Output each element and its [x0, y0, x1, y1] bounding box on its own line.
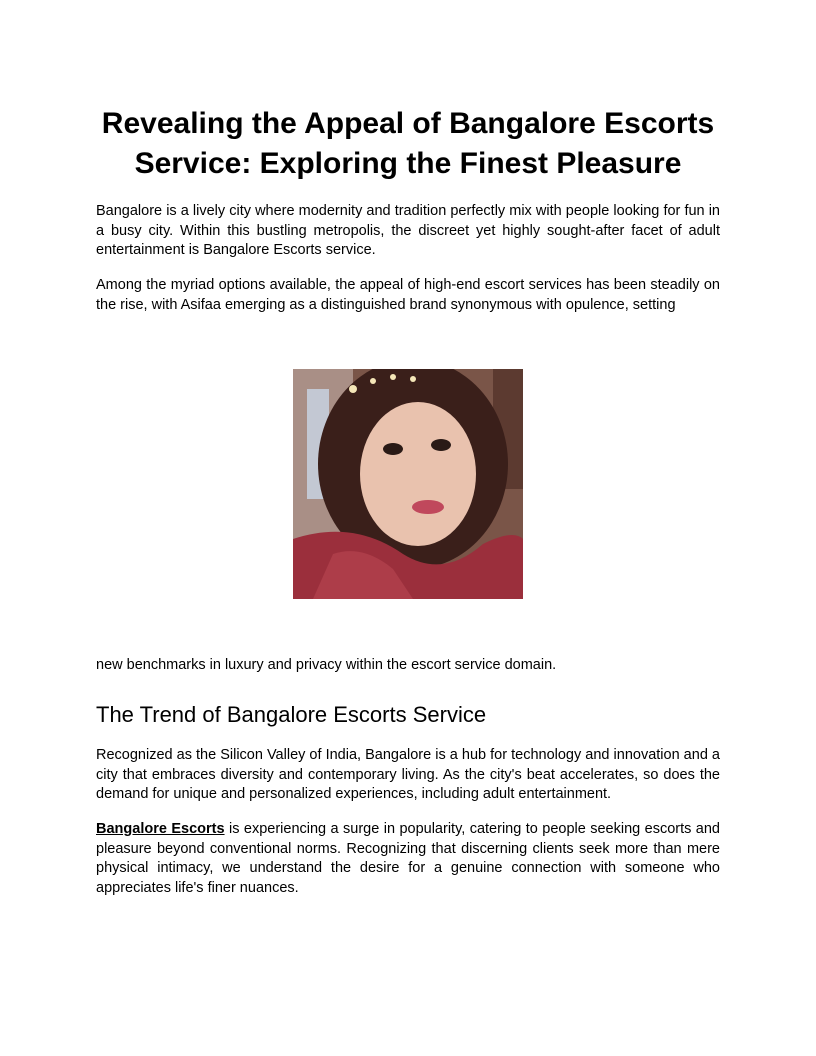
- paragraph-popularity: [96, 820, 720, 898]
- document-title: Revealing the Appeal of Bangalore Escorts Service: Exploring the Finest Pleasure: [101, 107, 715, 180]
- portrait-photo: [293, 369, 523, 599]
- paragraph-silicon-valley: Recognized as the Silicon Valley of India, Bangalore is a hub for technology and innovation and a city that embraces diversity and contemporary living. As the city's beat accelerates, so does the demand for unique and personalized experiences, including adult entertainment.: [96, 747, 720, 803]
- section-heading: The Trend of Bangalore Escorts Service: [96, 702, 487, 727]
- bangalore-escorts-link[interactable]: Bangalore Escorts: [96, 821, 225, 837]
- paragraph-options: Among the myriad options available, the appeal of high-end escort services has been steadily on the rise, with Asifaa emerging as a distinguished brand synonymous with opulence, setting: [96, 277, 720, 313]
- paragraph-intro: Bangalore is a lively city where modernity and tradition perfectly mix with people looking for fun in a busy city. Within this bustling metropolis, the discreet yet highly sought-after facet of adult entertainment is Bangalore Escorts service.: [96, 203, 720, 259]
- paragraph-popularity-text: is experiencing a surge in popularity, catering to people seeking escorts and pleasure beyond conventional norms. Recognizing that discerning clients seek more than mere physical intimacy, we understand the desire for a genuine connection with someone who appreciates life's finer nuances.: [96, 821, 720, 896]
- paragraph-benchmarks: new benchmarks in luxury and privacy within the escort service domain.: [96, 657, 557, 673]
